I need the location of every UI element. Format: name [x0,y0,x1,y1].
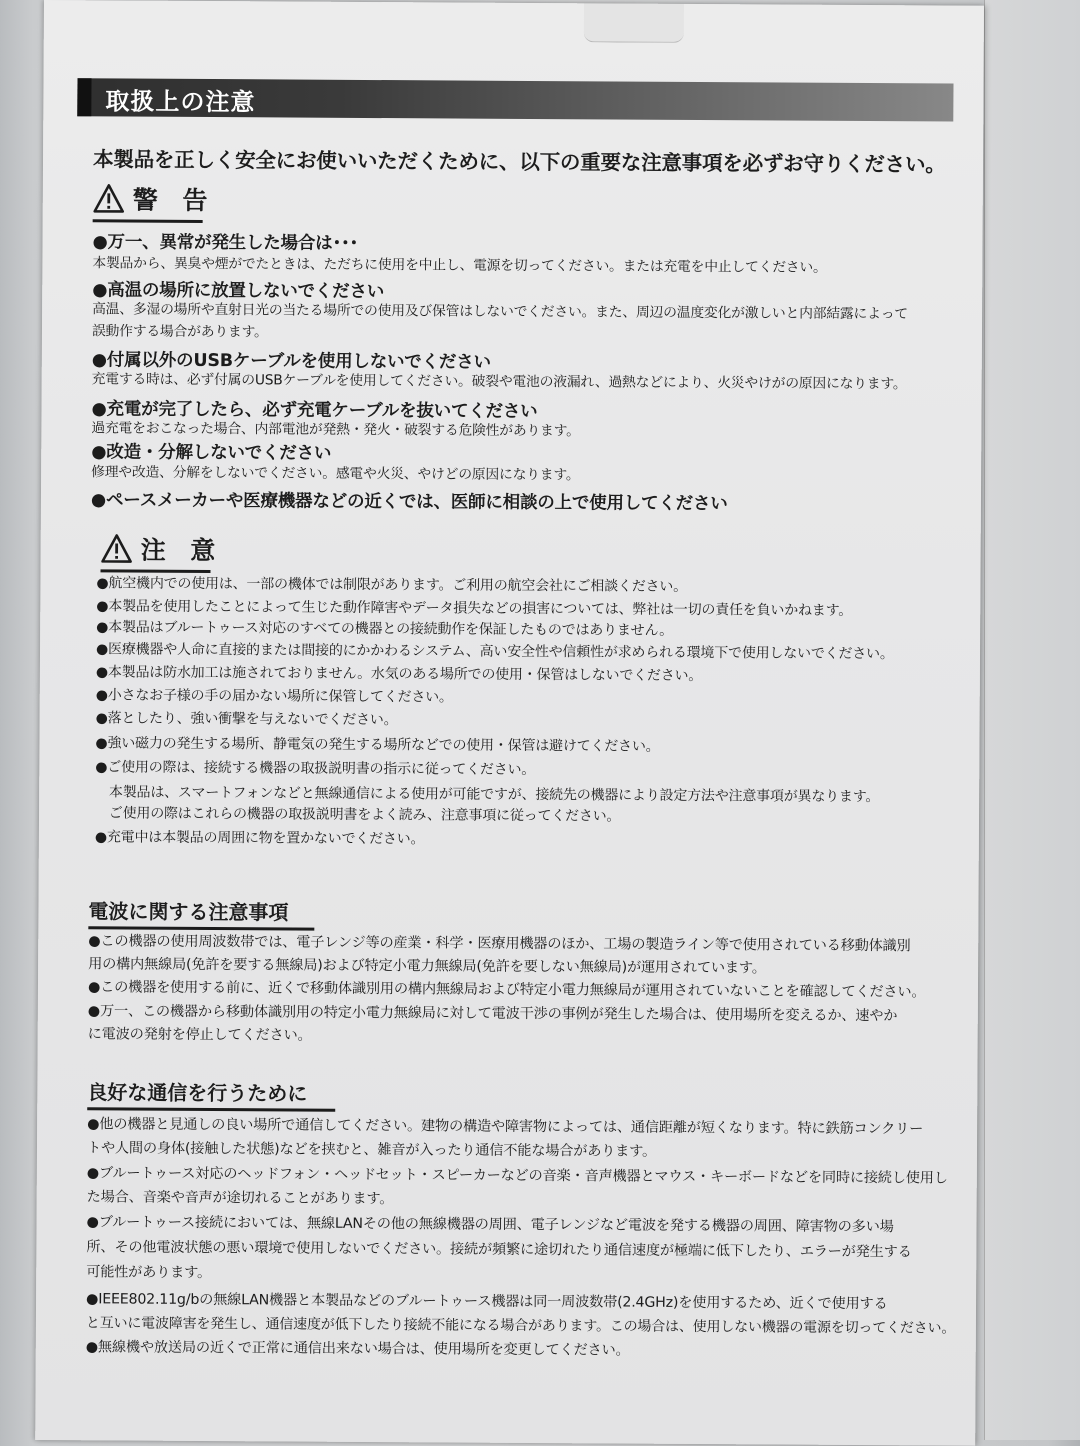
warning-item-title: ●万一、異常が発生した場合は･･･ [92,232,359,254]
warning-item-body: 修理や改造、分解をしないでください。感電や火災、やけどの原因になります。 [91,464,580,484]
radio-section-heading [88,895,288,925]
instruction-sheet [35,0,984,1446]
warning-item-body: 高温、多湿の場所や直射日光の当たる場所での使用及び保管はしないでください。また、周辺の温度変化が激しいと内部結露によって [92,301,908,323]
warning-triangle-icon [93,183,125,213]
background-surface [984,0,1080,1440]
warning-heading-underline [93,219,203,223]
comm-section-heading-label: 良好な通信を行うために [87,1080,308,1106]
comm-paragraph-line: と互いに電波障害を発生し、通信速度が低下したり接続不能になる場合があります。この場合は、使用しない機器の電源を切ってください。 [85,1315,956,1337]
caution-triangle-icon [101,533,133,563]
page-title: 取扱上の注意 [105,87,256,117]
caution-item: ●ご使用の際は、接続する機器の取扱説明書の指示に従ってください。 [95,759,536,779]
comm-paragraph-line: ●ブルートゥース接続においては、無線LANその他の無線機器の周囲、電子レンジなど電波を発する機器の周囲、障害物の多い場 [86,1214,894,1236]
radio-section-heading-label: 電波に関する注意事項 [88,899,289,925]
warning-item-title: ●充電が完了したら、必ず充電ケーブルを抜いてください [91,399,538,423]
caution-item: ●本製品は防水加工は施されておりません。水気のある場所での使用・保管はしないでください。 [95,664,703,685]
caution-item: ●医療機器や人命に直接的または間接的にかかわるシステム、高い安全性や信頼性が求められる環境下で使用しないでください。 [95,641,894,663]
warning-item-title: ●ペースメーカーや医療機器などの近くでは、医師に相談の上で使用してください [90,490,728,515]
radio-paragraph-line: に電波の発射を停止してください。 [87,1026,312,1044]
warning-heading [93,180,216,217]
intro-text: 本製品を正しく安全にお使いいただくために、以下の重要な注意事項を必ずお守りください。 [92,147,946,177]
paper-fold [584,3,684,43]
comm-heading-underline [87,1107,335,1112]
caution-item: ご使用の際はこれらの機器の取扱説明書をよく読み、注意事項に従ってください。 [94,805,621,825]
comm-paragraph-line: ●IEEE802.11g/bの無線LAN機器と本製品などのブルートゥース機器は同一周波数帯(2.4GHz)を使用するため、近くで使用する [86,1291,888,1313]
warning-item-body: 本製品から、異臭や煙がでたときは、ただちに使用を中止し、電源を切ってください。または充電を中止してください。 [92,255,827,276]
caution-item: ●小さなお子様の手の届かない場所に保管してください。 [95,687,453,706]
warning-item-title: ●付属以外のUSBケーブルを使用しないでください [91,350,491,373]
comm-paragraph-line: 所、その他電波状態の悪い環境で使用しないでください。接続が頻繁に途切れたり通信速度が極端に低下したり、エラーが発生する [86,1239,912,1261]
caution-item: ●航空機内での使用は、一部の機体では制限があります。ご利用の航空会社にご相談ください。 [96,575,687,595]
caution-item: ●落としたり、強い衝撃を与えないでください。 [95,710,398,729]
radio-paragraph-line: ●万一、この機器から移動体識別用の特定小電力無線局に対して電波干渉の事例が発生した場合は、使用場所を変えるか、速やか [87,1003,898,1025]
radio-paragraph-line: ●この機器の使用周波数帯では、電子レンジ等の産業・科学・医療用機器のほか、工場の製造ライン等で使用されている移動体識別 [88,933,911,955]
radio-paragraph-line: ●この機器を使用する前に、近くで移動体識別用の構内無線局および特定小電力無線局が運用されていないことを確認してください。 [87,979,926,1001]
caution-item: 本製品は、スマートフォンなどと無線通信による使用が可能ですが、接続先の機器により設定方法や注意事項が異なります。 [95,784,880,806]
comm-paragraph-line: 可能性があります。 [86,1264,212,1282]
comm-paragraph-line: ●ブルートゥース対応のヘッドフォン・ヘッドセット・スピーカーなどの音楽・音声機器とマウス・キーボードなどを同時に接続し使用し [86,1165,948,1187]
caution-item: ●充電中は本製品の周囲に物を置かないでください。 [94,829,425,848]
warning-item-title: ●改造・分解しないでください [91,442,332,464]
radio-paragraph-line: 用の構内無線局(免許を要する無線局)および特定小電力無線局(免許を要しない無線局)が運用されています。 [88,956,766,977]
caution-item: ●本製品はブルートゥース対応のすべての機器との接続動作を保証したものではありません。 [96,619,673,639]
comm-section-heading [87,1076,307,1106]
caution-heading-label: 注 意 [140,535,224,566]
warning-item-title: ●高温の場所に放置しないでください [92,280,385,303]
section-header-bar [77,78,953,121]
header-accent-block [77,78,91,116]
warning-item-body: 充電する時は、必ず付属のUSBケーブルを使用してください。破裂や電池の液漏れ、過熱などにより、火災やけがの原因になります。 [91,371,907,393]
comm-paragraph-line: た場合、音楽や音声が途切れることがあります。 [86,1189,394,1208]
warning-item-body: 過充電をおこなった場合、内部電池が発熱・発火・破裂する危険性があります。 [91,420,580,440]
caution-item: ●本製品を使用したことによって生じた動作障害やデータ損失などの損害については、弊社は一切の責任を負いかねます。 [96,598,853,619]
comm-paragraph-line: ●無線機や放送局の近くで正常に通信出来ない場合は、使用場所を変更してください。 [85,1339,630,1359]
comm-paragraph-line: ●他の機器と見通しの良い場所で通信してください。建物の構造や障害物によっては、通信距離が短くなります。特に鉄筋コンクリー [87,1116,924,1138]
warning-item-body: 誤動作する場合があります。 [91,323,268,341]
caution-item: ●強い磁力の発生する場所、静電気の発生する場所などでの使用・保管は避けてください。 [95,735,660,755]
caution-heading [101,530,224,567]
comm-paragraph-line: トや人間の身体(接触した状態)などを挟むと、雑音が入ったり通信不能な場合があります。 [86,1140,657,1160]
warning-heading-label: 警 告 [132,185,216,216]
